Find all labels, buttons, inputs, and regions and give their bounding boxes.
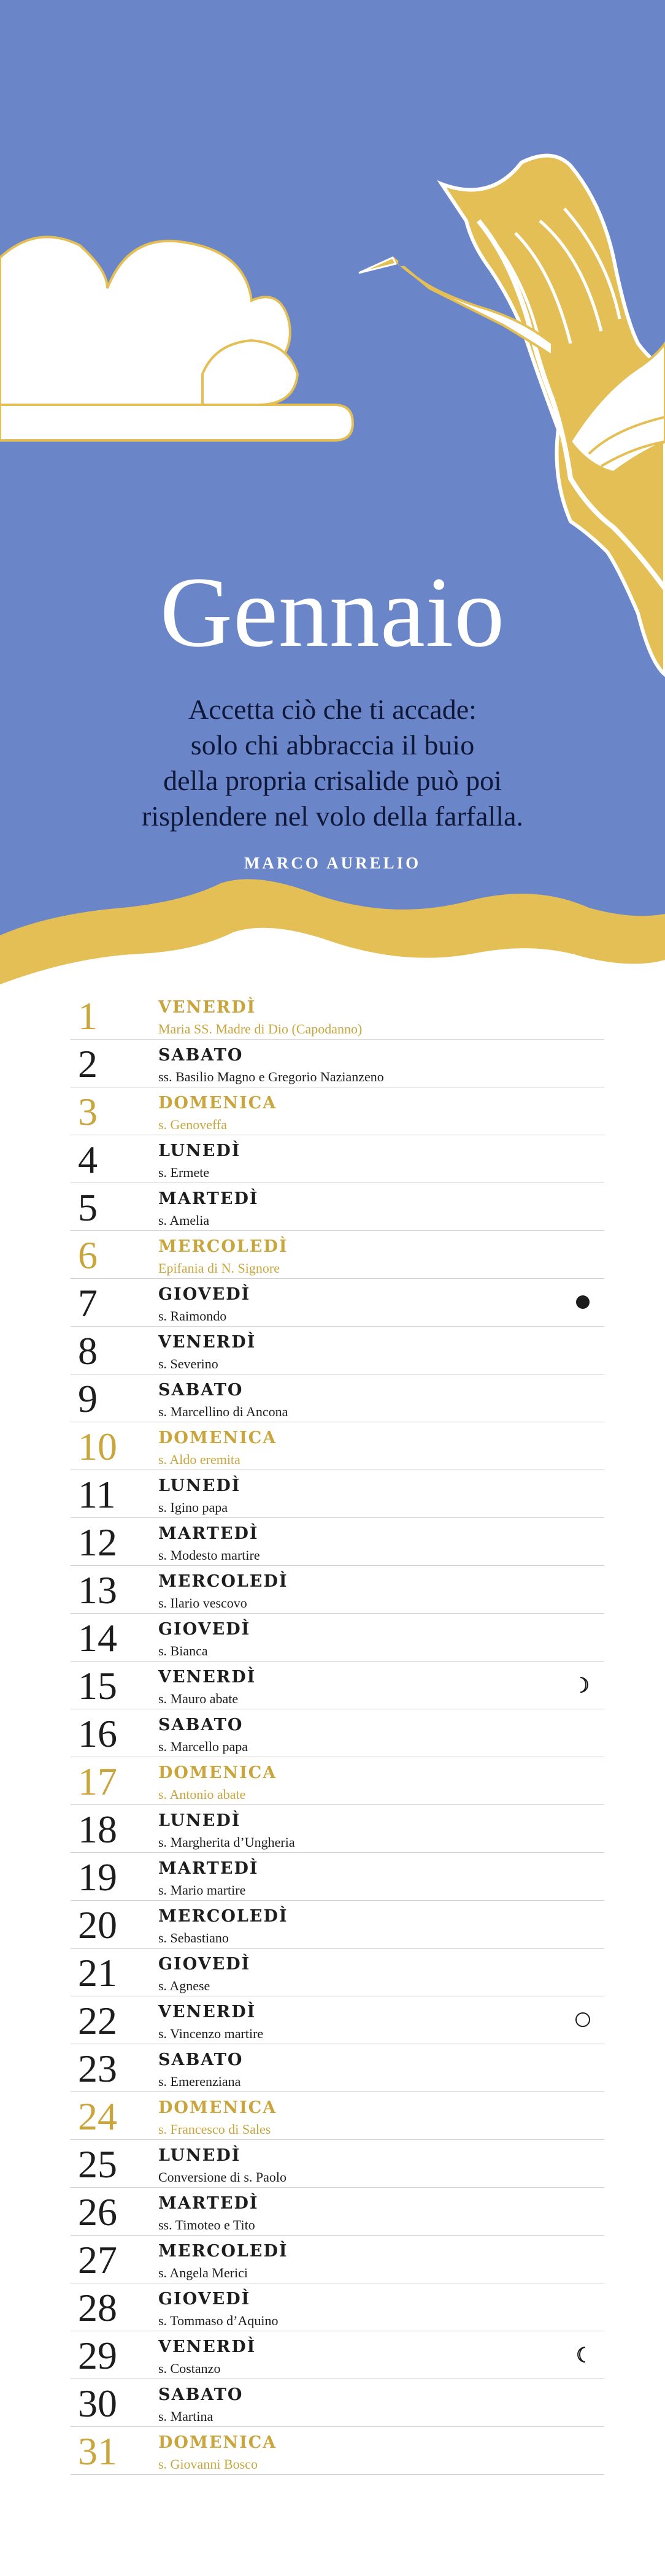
day-saint: s. Vincenzo martire — [158, 2026, 264, 2041]
day-name: DOMENICA — [158, 2098, 277, 2117]
calendar-day-row — [71, 2331, 604, 2379]
day-saint: s. Marcellino di Ancona — [158, 1404, 288, 1419]
day-number: 16 — [78, 1712, 117, 1755]
day-saint: s. Modesto martire — [158, 1547, 260, 1563]
month-header — [0, 0, 665, 997]
calendar-day-row — [71, 1949, 604, 1996]
last-quarter-moon-icon — [571, 2342, 595, 2367]
day-saint: ss. Basilio Magno e Gregorio Nazianzeno — [158, 1069, 384, 1084]
new-moon-icon — [571, 1290, 595, 1314]
day-saint: s. Genoveffa — [158, 1117, 227, 1132]
day-name: SABATO — [158, 2385, 244, 2404]
calendar-day-row — [71, 1614, 604, 1662]
day-name: GIOVEDÌ — [158, 2290, 251, 2309]
quote-text — [74, 692, 591, 834]
day-saint: s. Tommaso d’Aquino — [158, 2313, 279, 2328]
quote-line: solo chi abbraccia il buio — [190, 729, 475, 761]
day-name: MARTEDÌ — [158, 1189, 259, 1208]
day-saint: s. Costanzo — [158, 2361, 221, 2376]
day-name: SABATO — [158, 1046, 244, 1065]
calendar-day-row — [71, 1087, 604, 1135]
calendar-day-row — [71, 1662, 604, 1709]
day-number: 7 — [78, 1281, 98, 1325]
calendar-day-row — [71, 1805, 604, 1853]
day-saint: s. Amelia — [158, 1213, 210, 1228]
day-saint: s. Marcello papa — [158, 1739, 248, 1754]
calendar-day-row — [71, 1566, 604, 1614]
day-saint: s. Severino — [158, 1356, 218, 1371]
day-number: 21 — [78, 1951, 117, 1995]
day-number: 14 — [78, 1616, 117, 1660]
calendar-day-row — [71, 2092, 604, 2140]
month-title: Gennaio — [160, 557, 505, 668]
day-number: 26 — [78, 2190, 117, 2234]
calendar-day-row — [71, 2188, 604, 2236]
day-saint: s. Martina — [158, 2409, 213, 2424]
day-number: 23 — [78, 2047, 117, 2090]
calendar-day-row — [71, 1757, 604, 1805]
day-number: 22 — [78, 1999, 117, 2042]
day-number: 13 — [78, 1568, 117, 1612]
day-number: 4 — [78, 1138, 98, 1181]
calendar-day-row — [71, 2427, 604, 2475]
header-illustration — [0, 0, 665, 997]
calendar-day-row — [71, 2044, 604, 2092]
day-number: 19 — [78, 1855, 117, 1899]
day-name: VENERDÌ — [158, 1668, 256, 1687]
calendar-day-row — [71, 2283, 604, 2331]
calendar-day-row — [71, 2379, 604, 2427]
day-number: 18 — [78, 1807, 117, 1851]
calendar-day-row — [71, 1853, 604, 1901]
day-number: 10 — [78, 1425, 117, 1468]
day-number: 28 — [78, 2286, 117, 2329]
day-name: MERCOLEDÌ — [158, 1237, 288, 1256]
day-number: 30 — [78, 2382, 117, 2425]
day-saint: Maria SS. Madre di Dio (Capodanno) — [158, 1021, 363, 1037]
day-saint: s. Ilario vescovo — [158, 1595, 247, 1611]
day-saint: ss. Timoteo e Tito — [158, 2217, 255, 2233]
day-name: DOMENICA — [158, 1763, 277, 1782]
day-name: GIOVEDÌ — [158, 1285, 251, 1304]
calendar-day-row — [71, 1135, 604, 1183]
day-number: 25 — [78, 2142, 117, 2186]
calendar-day-row — [71, 1279, 604, 1327]
day-name: SABATO — [158, 1715, 244, 1735]
day-name: LUNEDÌ — [158, 1811, 241, 1830]
calendar-day-row — [71, 1422, 604, 1470]
day-name: GIOVEDÌ — [158, 1620, 251, 1639]
calendar-day-row — [71, 2236, 604, 2283]
day-name: MERCOLEDÌ — [158, 2242, 288, 2261]
day-name: MARTEDÌ — [158, 1859, 259, 1878]
day-saint: s. Sebastiano — [158, 1930, 229, 1945]
day-number: 31 — [78, 2429, 117, 2473]
day-saint: Epifania di N. Signore — [158, 1260, 280, 1276]
quote-line: della propria crisalide può poi — [163, 765, 502, 796]
day-number: 6 — [78, 1233, 98, 1277]
cloud-icon — [0, 237, 353, 440]
day-number: 3 — [78, 1090, 98, 1133]
calendar-day-row — [71, 1470, 604, 1518]
day-number: 11 — [78, 1473, 116, 1516]
calendar-day-row — [71, 1374, 604, 1422]
quote-author: MARCO AURELIO — [244, 854, 421, 872]
day-name: GIOVEDÌ — [158, 1955, 251, 1974]
day-name: LUNEDÌ — [158, 1141, 241, 1160]
day-number: 12 — [78, 1520, 117, 1564]
day-name: DOMENICA — [158, 1094, 277, 1113]
day-name: MERCOLEDÌ — [158, 1907, 288, 1926]
quote-line: Accetta ciò che ti accade: — [188, 694, 477, 725]
calendar-day-row — [71, 1996, 604, 2044]
day-saint: s. Emerenziana — [158, 2074, 241, 2089]
day-number: 24 — [78, 2095, 117, 2138]
day-saint: s. Giovanni Bosco — [158, 2456, 258, 2472]
day-name: MARTEDÌ — [158, 2194, 259, 2213]
day-saint: s. Mauro abate — [158, 1691, 239, 1706]
calendar-day-row — [71, 1231, 604, 1279]
golden-hills — [0, 879, 665, 997]
day-number: 15 — [78, 1664, 117, 1708]
day-name: DOMENICA — [158, 1428, 277, 1447]
day-name: MARTEDÌ — [158, 1524, 259, 1543]
day-number: 9 — [78, 1377, 98, 1420]
calendar-list — [71, 992, 604, 2475]
day-name: DOMENICA — [158, 2433, 277, 2452]
day-name: SABATO — [158, 2050, 244, 2069]
day-number: 2 — [78, 1042, 98, 1086]
day-saint: s. Bianca — [158, 1643, 208, 1658]
day-name: LUNEDÌ — [158, 2146, 241, 2165]
day-saint: s. Agnese — [158, 1978, 210, 1993]
day-saint: s. Mario martire — [158, 1882, 246, 1898]
day-name: VENERDÌ — [158, 1333, 256, 1352]
full-moon-icon — [571, 2007, 595, 2032]
calendar-day-row — [71, 1901, 604, 1949]
day-number: 5 — [78, 1186, 98, 1229]
calendar-day-row — [71, 1183, 604, 1231]
day-name: VENERDÌ — [158, 2337, 256, 2356]
day-name: VENERDÌ — [158, 2003, 256, 2022]
day-saint: s. Raimondo — [158, 1308, 227, 1324]
calendar-day-row — [71, 992, 604, 1040]
day-number: 27 — [78, 2238, 117, 2282]
calendar-day-row — [71, 1709, 604, 1757]
calendar-day-row — [71, 1518, 604, 1566]
calendar-day-row — [71, 2140, 604, 2188]
day-saint: s. Igino papa — [158, 1500, 228, 1515]
day-saint: s. Ermete — [158, 1165, 210, 1180]
day-saint: s. Francesco di Sales — [158, 2122, 271, 2137]
day-name: SABATO — [158, 1381, 244, 1400]
day-number: 8 — [78, 1329, 98, 1373]
day-name: LUNEDÌ — [158, 1476, 241, 1495]
day-saint: Conversione di s. Paolo — [158, 2169, 286, 2185]
day-number: 20 — [78, 1903, 117, 1947]
day-saint: s. Antonio abate — [158, 1787, 246, 1802]
first-quarter-moon-icon — [571, 1673, 595, 1697]
day-number: 1 — [78, 994, 98, 1038]
day-saint: s. Angela Merici — [158, 2265, 248, 2280]
quote-line: risplendere nel volo della farfalla. — [142, 800, 523, 832]
day-saint: s. Aldo eremita — [158, 1452, 240, 1467]
day-number: 29 — [78, 2334, 117, 2377]
calendar-day-row — [71, 1327, 604, 1374]
day-name: VENERDÌ — [158, 998, 256, 1017]
day-number: 17 — [78, 1760, 117, 1803]
calendar-day-row — [71, 1040, 604, 1087]
day-name: MERCOLEDÌ — [158, 1572, 288, 1591]
day-saint: s. Margherita d’Ungheria — [158, 1834, 295, 1850]
